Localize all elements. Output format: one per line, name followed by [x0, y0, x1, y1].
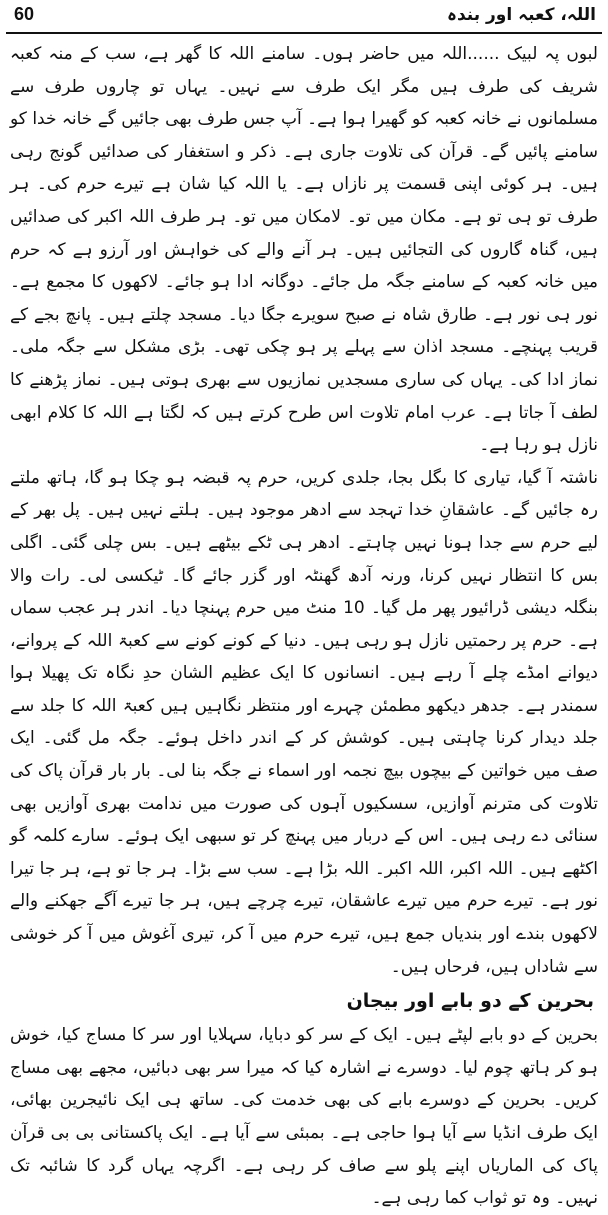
header-rule: [6, 32, 602, 34]
paragraph-3: بحرین کے دو بابے لپٹے ہیں۔ ایک کے سر کو دبایا، سہلایا اور سر کا مساج کیا، خوش ہو کر ہاتھ چوم لیا۔ دوسرے نے اشارہ کیا کہ میرا سر بھی دبائیں، مجھے بھی مساج کریں۔ بحرین کے دوسرے بابے کی بھی خدمت کی۔ ساتھ ہی ایک نائیجرین بھائی، ایک طرف انڈیا سے آیا ہوا حاجی ہے۔ بمبئی سے آیا ہے۔ ایک پاکستانی بی بی قرآن پاک کی الماریاں اپنے پلو سے صاف کر رہی ہے۔ اگرچہ یہاں گرد کا شائبہ تک نہیں۔ وہ تو ثواب کما رہی ہے۔: [10, 1025, 598, 1209]
page-body: [10, 38, 598, 1215]
section-heading: بحرین کے دو بابے اور بیجان: [346, 990, 594, 1013]
page-header: [0, 0, 608, 36]
page-number: 60: [14, 4, 35, 24]
paragraph-2: ناشتہ آ گیا، تیاری کا بگل بجا، جلدی کریں، حرم پہ قبضہ ہو چکا ہو گا، ہاتھ ملتے رہ جائیں گے۔ عاشقانِ خدا تہجد سے ادھر موجود ہیں۔ ہلتے نہیں ہیں۔ پل بھر کے لیے حرم سے جدا ہونا نہیں چاہتے۔ ادھر ہی ٹکے بیٹھے ہیں۔ بس چلی گئی۔ اگلی بس کا انتظار نہیں کرنا، ورنہ آدھ گھنٹہ اور گزر جائے گا۔ ٹیکسی لی۔ رات والا بنگلہ دیشی ڈرائیور پھر مل گیا۔ 10 منٹ میں حرم پہنچا دیا۔ اندر ہر عجب سماں ہے۔ حرم پر رحمتیں نازل ہو رہی ہیں۔ دنیا کے کونے کونے سے کعبۃ اللہ کے پروانے، دیوانے امڈے چلے آ رہے ہیں۔ انسانوں کا ایک عظیم الشان حدِ نگاہ تک پھیلا ہوا سمندر ہے۔ جدھر دیکھو مطمئن چہرے اور منتظر نگاہیں ہیں کعبۃ اللہ کا جلد سے جلد دیدار کرنا چاہتی ہیں۔ کوشش کر کے اندر داخل ہوئے۔ جگہ مل گئی۔ ایک صف میں خواتین کے بیچوں بیچ نجمہ اور اسماء نے جگہ بنا لی۔ بار بار قرآن پاک کی تلاوت کی مترنم آوازیں، سسکیوں آہوں کی صورت میں ندامت بھری آوازیں بھی سنائی دے رہی ہیں۔ اس کے دربار میں پہنچ کر تو سبھی ایک ہوئے۔ سارے کلمہ گو اکٹھے ہیں۔ اللہ اکبر، اللہ اکبر۔ اللہ بڑا ہے۔ سب سے بڑا۔ ہر جا تو ہے، ہر جا تیرا نور ہے۔ تیرے حرم میں تیرے عاشقان، تیرے چرچے ہیں، ہر جا تیرے آگے جھکنے والے لاکھوں بندے اور بندیاں جمع ہیں، تیرے حرم میں آ کر، تیری آغوش میں آ کر خوشی سے شاداں ہیں، فرحاں ہیں۔: [10, 467, 599, 977]
running-title: اللہ، کعبہ اور بندہ: [447, 5, 596, 25]
paragraph-1: لبوں پہ لبیک ......اللہ میں حاضر ہوں۔ سامنے اللہ کا گھر ہے، سب کے منہ کعبہ شریف کی طرف ہیں مگر ایک طرف سے نہیں۔ یہاں تو چاروں طرف سے مسلمانوں نے خانہ کعبہ کو گھیرا ہوا ہے۔ آپ جس طرف بھی جائیں گے خانہ خدا کو سامنے پائیں گے۔ قرآن کی تلاوت جاری ہے۔ ذکر و استغفار کی صدائیں گونج رہی ہیں۔ ہر کوئی اپنی قسمت پر نازاں ہے۔ یا اللہ کیا شان ہے تیرے حرم کی۔ ہر طرف تو ہی تو ہے۔ مکان میں تو۔ لامکان میں تو۔ ہر طرف اللہ اکبر کی صدائیں ہیں، گناہ گاروں کی التجائیں ہیں۔ ہر آنے والے کی خواہش اور آرزو ہے کہ حرم میں خانہ کعبہ کے سامنے جگہ مل جائے۔ دوگانہ ادا ہو جائے۔ لاکھوں کا مجمع ہے۔ نور ہی نور ہے۔ طارق شاہ نے صبح سویرے جگا دیا۔ مسجد چلتے ہیں۔ پانچ بجے کے قریب پہنچے۔ مسجد اذان سے پہلے پر ہو چکی تھی۔ بڑی مشکل سے جگہ ملی۔ نماز ادا کی۔ یہاں کی ساری مسجدیں نمازیوں سے بھری ہوتی ہیں۔ نماز پڑھنے کا لطف آ جاتا ہے۔ عرب امام تلاوت اس طرح کرتے ہیں کہ لگتا ہے اللہ کا کلام ابھی نازل ہو رہا ہے۔: [10, 44, 598, 456]
